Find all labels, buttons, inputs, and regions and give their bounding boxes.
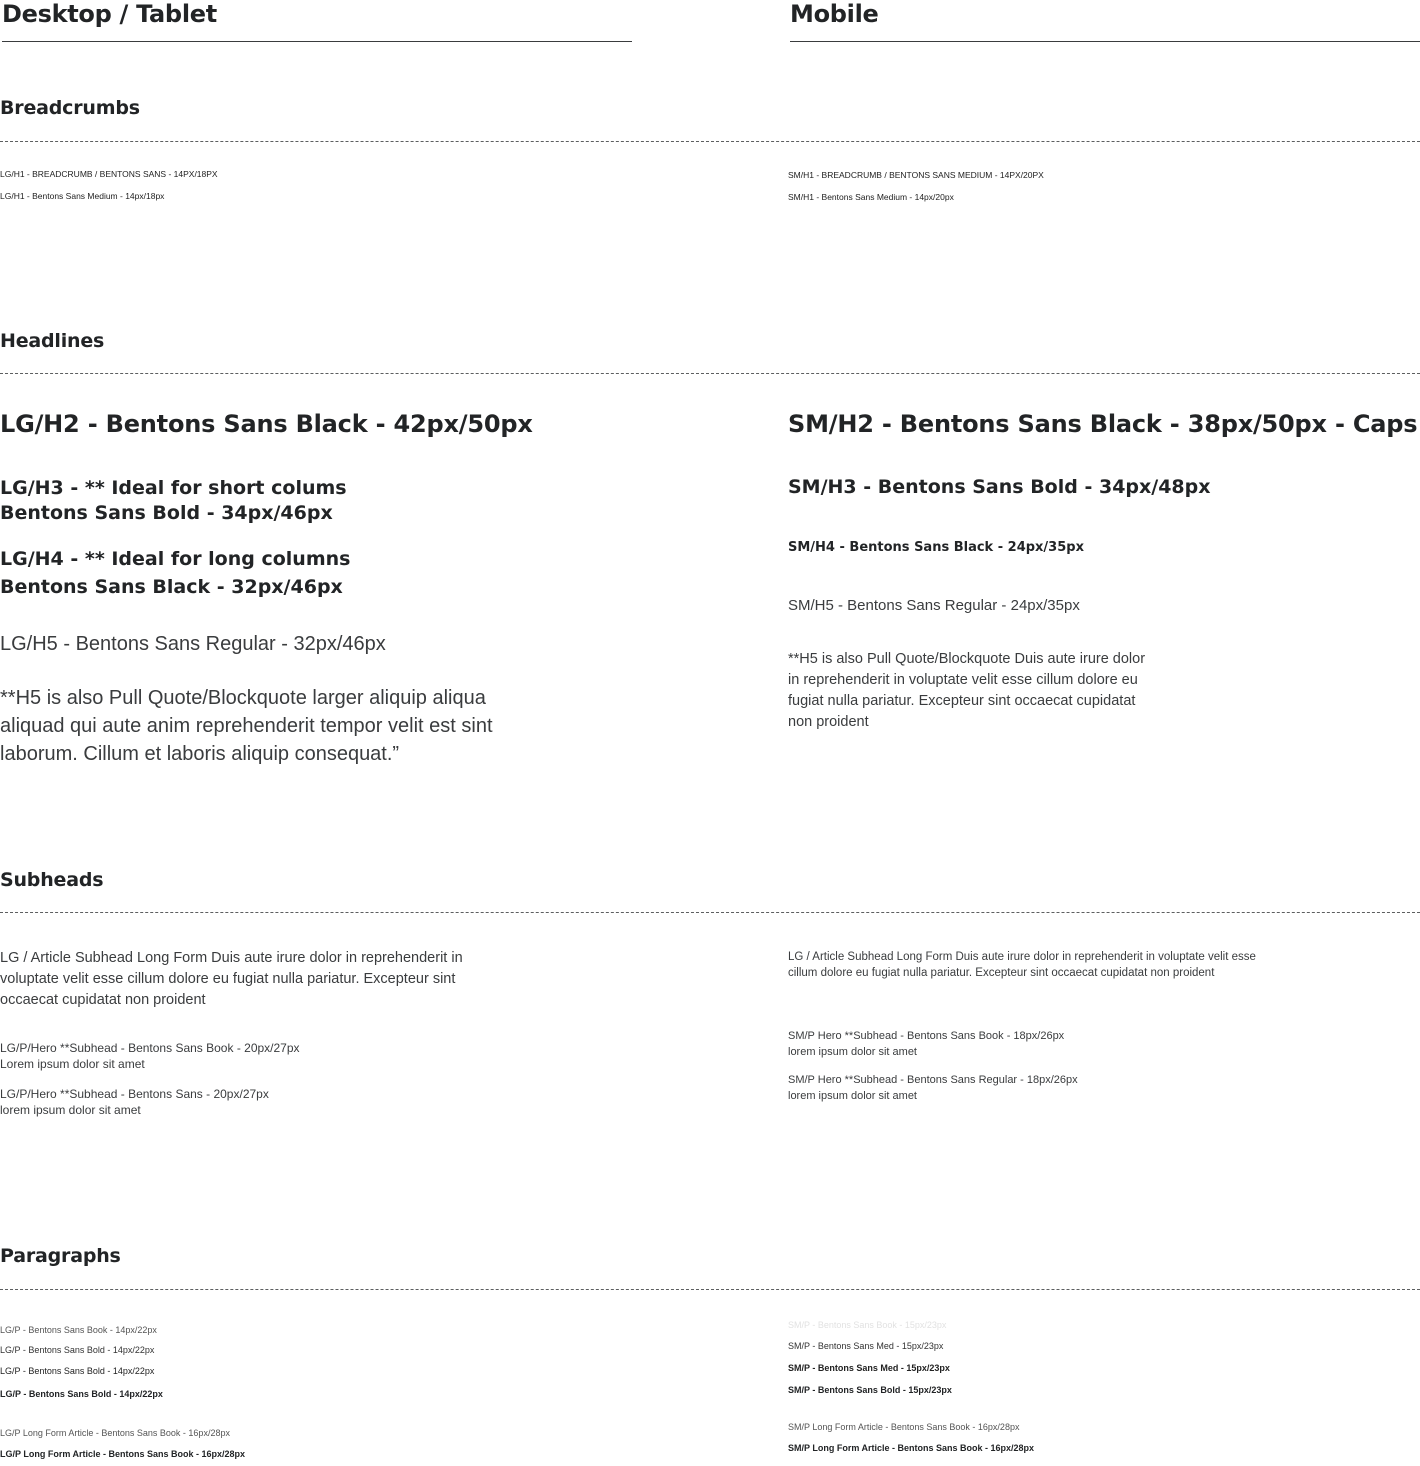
sm-p-med-1: SM/P - Bentons Sans Med - 15px/23px xyxy=(788,1341,944,1351)
lg-hero-subhead-regular xyxy=(0,1086,269,1118)
paragraphs-section-title: Paragraphs xyxy=(0,1245,121,1267)
sm-h4-sample: SM/H4 - Bentons Sans Black - 24px/35px xyxy=(788,540,1084,555)
mobile-column-title: Mobile xyxy=(790,0,879,28)
lg-hero-subhead-book-title: LG/P/Hero **Subhead - Bentons Sans Book - 20px/27px xyxy=(0,1041,300,1055)
sm-p-long-form-bold: SM/P Long Form Article - Bentons Sans Book - 16px/28px xyxy=(788,1443,1035,1453)
headlines-divider xyxy=(0,373,1420,374)
lg-h4-line-1: LG/H4 - ** Ideal for long columns xyxy=(0,548,351,570)
lg-p-bold-1: LG/P - Bentons Sans Bold - 14px/22px xyxy=(0,1345,155,1355)
sm-p-med-2: SM/P - Bentons Sans Med - 15px/23px xyxy=(788,1363,950,1373)
lg-p-book: LG/P - Bentons Sans Book - 14px/22px xyxy=(0,1325,157,1335)
lg-h3-line-2: Bentons Sans Bold - 34px/46px xyxy=(0,502,333,524)
lg-pull-quote: **H5 is also Pull Quote/Blockquote larger aliquip aliqua aliquad qui aute anim reprehenderit tempor velit est sint laborum. Cillum et laboris aliquip consequat.” xyxy=(0,687,493,765)
desktop-column-title: Desktop / Tablet xyxy=(2,0,217,28)
sm-breadcrumb: SM/H1 - Bentons Sans Medium - 14px/20px xyxy=(788,192,954,202)
subheads-section-title: Subheads xyxy=(0,869,104,891)
sm-h3-sample: SM/H3 - Bentons Sans Bold - 34px/48px xyxy=(788,476,1211,498)
breadcrumbs-section-title: Breadcrumbs xyxy=(0,97,140,119)
lg-hero-subhead-book xyxy=(0,1040,300,1072)
lg-p-bold-2: LG/P - Bentons Sans Bold - 14px/22px xyxy=(0,1366,155,1376)
subheads-divider xyxy=(0,912,1420,913)
lg-p-long-form: LG/P Long Form Article - Bentons Sans Book - 16px/28px xyxy=(0,1428,230,1438)
sm-hero-subhead-book xyxy=(788,1028,1064,1060)
lg-breadcrumb: LG/H1 - Bentons Sans Medium - 14px/18px xyxy=(0,191,165,201)
sm-p-long-form: SM/P Long Form Article - Bentons Sans Book - 16px/28px xyxy=(788,1422,1020,1432)
sm-h5-sample: SM/H5 - Bentons Sans Regular - 24px/35px xyxy=(788,597,1080,614)
mobile-column-rule xyxy=(790,41,1420,42)
lg-h5-sample: LG/H5 - Bentons Sans Regular - 32px/46px xyxy=(0,633,386,655)
sm-h2-sample: SM/H2 - Bentons Sans Black - 38px/50px - Caps xyxy=(788,410,1418,438)
desktop-column-rule xyxy=(2,41,632,42)
lg-h2-sample: LG/H2 - Bentons Sans Black - 42px/50px xyxy=(0,410,533,438)
sm-hero-subhead-book-body: lorem ipsum dolor sit amet xyxy=(788,1046,917,1058)
sm-hero-subhead-book-title: SM/P Hero **Subhead - Bentons Sans Book - 18px/26px xyxy=(788,1030,1065,1042)
paragraphs-divider xyxy=(0,1289,1420,1290)
lg-p-long-form-bold: LG/P Long Form Article - Bentons Sans Book - 16px/28px xyxy=(0,1449,246,1459)
lg-p-bold-3: LG/P - Bentons Sans Bold - 14px/22px xyxy=(0,1389,163,1399)
lg-hero-subhead-regular-body: lorem ipsum dolor sit amet xyxy=(0,1103,141,1117)
lg-h3-sample xyxy=(0,476,347,526)
sm-pull-quote: **H5 is also Pull Quote/Blockquote Duis aute irure dolor in reprehenderit in voluptate velit esse cillum dolore eu fugiat nulla pariatur. Excepteur sint occaecat cupidatat non proident xyxy=(788,651,1146,730)
sm-hero-subhead-regular xyxy=(788,1072,1078,1104)
lg-h4-line-2: Bentons Sans Black - 32px/46px xyxy=(0,576,343,598)
sm-p-book: SM/P - Bentons Sans Book - 15px/23px xyxy=(788,1320,947,1330)
sm-hero-subhead-regular-body: lorem ipsum dolor sit amet xyxy=(788,1090,917,1102)
lg-hero-subhead-regular-title: LG/P/Hero **Subhead - Bentons Sans - 20px/27px xyxy=(0,1087,269,1101)
sm-breadcrumb-caps: SM/H1 - BREADCRUMB / BENTONS SANS MEDIUM - 14PX/20PX xyxy=(788,170,1044,180)
headlines-section-title: Headlines xyxy=(0,330,105,352)
lg-breadcrumb-caps: LG/H1 - BREADCRUMB / BENTONS SANS - 14PX/18PX xyxy=(0,169,218,179)
lg-h3-line-1: LG/H3 - ** Ideal for short colums xyxy=(0,477,347,499)
lg-h4-sample xyxy=(0,545,350,601)
sm-p-bold: SM/P - Bentons Sans Bold - 15px/23px xyxy=(788,1385,952,1395)
lg-article-subhead: LG / Article Subhead Long Form Duis aute irure dolor in reprehenderit in voluptate velit esse cillum dolore eu fugiat nulla pariatur. Excepteur sint occaecat cupidatat non proident xyxy=(0,950,463,1008)
breadcrumbs-divider xyxy=(0,141,1420,142)
sm-hero-subhead-regular-title: SM/P Hero **Subhead - Bentons Sans Regular - 18px/26px xyxy=(788,1074,1078,1086)
lg-hero-subhead-book-body: Lorem ipsum dolor sit amet xyxy=(0,1057,145,1071)
sm-article-subhead: LG / Article Subhead Long Form Duis aute irure dolor in reprehenderit in voluptate velit esse cillum dolore eu fugiat nulla pariatur. Excepteur sint occaecat cupidatat non proident xyxy=(788,951,1256,979)
